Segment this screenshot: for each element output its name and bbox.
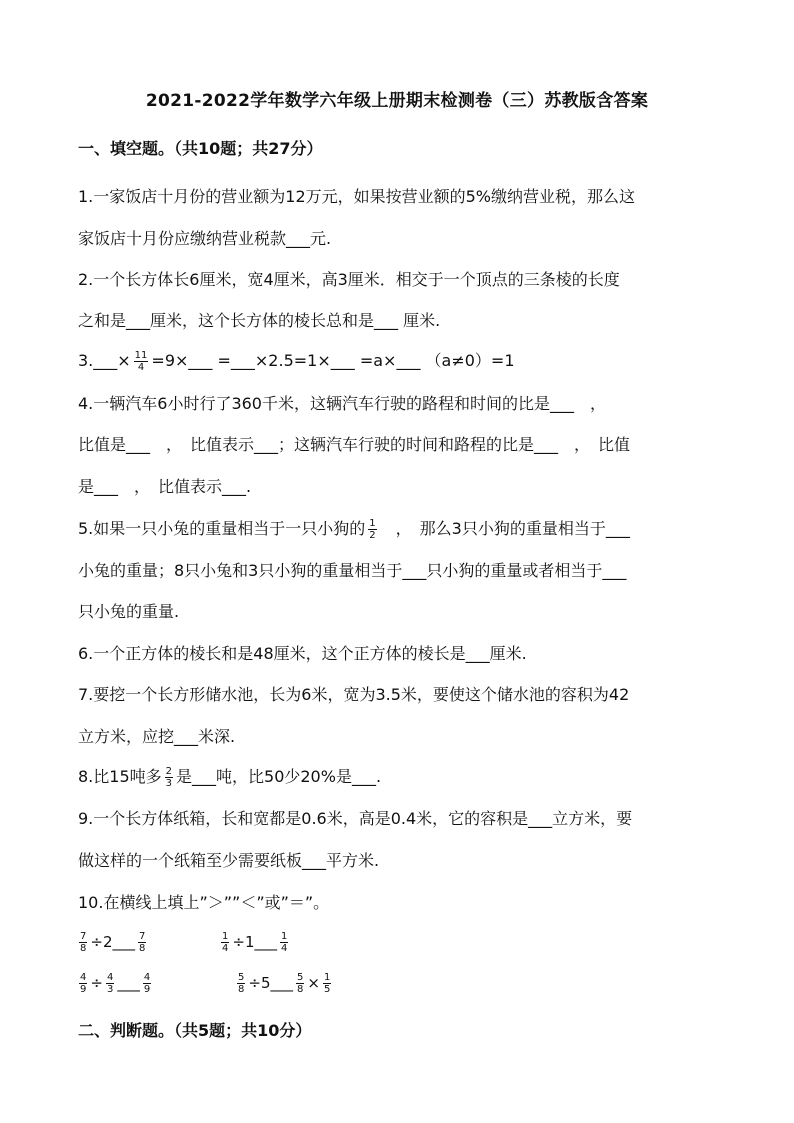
question-9-line-2: 做这样的一个纸箱至少需要纸板___平方米. xyxy=(78,851,380,870)
fraction: $\frac{5}{8}$ xyxy=(297,972,304,995)
question-5-line-1 xyxy=(78,518,722,541)
question-1-line-1: 1.一家饭店十月份的营业额为12万元，如果按营业额的5%缴纳营业税，那么这 xyxy=(78,187,636,206)
question-3-suffix: =9×___ =___×2.5=1×___ =a×___ （a≠0）=1 xyxy=(151,351,515,370)
section-heading-true-false: 二、判断题。（共5题；共10分） xyxy=(78,1021,312,1040)
question-5-suffix: ， 那么3只小狗的重量相当于___ xyxy=(379,519,630,538)
fraction: $\frac{5}{8}$ xyxy=(238,972,245,995)
fraction: $\frac{7}{8}$ xyxy=(139,931,146,954)
fraction: $\frac{7}{8}$ xyxy=(80,931,87,954)
question-3-prefix: 3.___× xyxy=(78,351,131,370)
question-8-suffix: 是___吨，比50少20%是___. xyxy=(176,767,382,786)
question-4-line-3: 是___ ， 比值表示___. xyxy=(78,477,252,496)
fraction: $\frac{2}{3}$ xyxy=(165,766,173,789)
question-8-prefix: 8.比15吨多 xyxy=(78,767,162,786)
question-5-line-2: 小兔的重量；8只小兔和3只小狗的重量相当于___只小狗的重量或者相当于___ xyxy=(78,561,627,580)
fraction: $\frac{4}{3}$ xyxy=(106,972,114,995)
question-2-line-2: 之和是___厘米，这个长方体的棱长总和是___ 厘米. xyxy=(78,311,441,330)
question-3 xyxy=(78,350,722,373)
comparison-b: $\frac{1}{4}$ ÷1___ $\frac{1}{4}$ xyxy=(222,931,288,954)
question-10-instruction: 10.在横线上填上”＞””＜”或”＝”。 xyxy=(78,893,330,912)
question-5-line-3: 只小兔的重量. xyxy=(78,602,180,621)
question-4-line-1: 4.一辆汽车6小时行了360千米，这辆汽车行驶的路程和时间的比是___ ， xyxy=(78,394,606,413)
fraction: $\frac{1}{4}$ xyxy=(222,931,229,954)
question-6: 6.一个正方体的棱长和是48厘米，这个正方体的棱长是___厘米. xyxy=(78,644,527,663)
fraction: $\frac{1}{5}$ xyxy=(323,972,331,995)
question-7-line-2: 立方米，应挖___米深. xyxy=(78,727,236,746)
question-5-prefix: 5.如果一只小兔的重量相当于一只小狗的 xyxy=(78,519,366,538)
question-8 xyxy=(78,766,722,789)
page-title: 2021-2022学年数学六年级上册期末检测卷（三）苏教版含答案 xyxy=(145,91,649,111)
comparison-d: $\frac{5}{8}$ ÷5___ $\frac{5}{8}$ × $\frac{1}{5}$ xyxy=(238,972,331,995)
section-heading-fill-blank: 一、填空题。（共10题；共27分） xyxy=(78,139,323,158)
fraction: $\frac{1}{2}$ xyxy=(369,518,376,541)
fraction: $\frac{4}{9}$ xyxy=(143,972,151,995)
question-1-line-2: 家饭店十月份应缴纳营业税款___元. xyxy=(78,229,332,248)
fraction: $\frac{1}{4}$ xyxy=(281,931,288,954)
question-4-line-2: 比值是___ ， 比值表示___；这辆汽车行驶的时间和路程的比是___ ， 比值 xyxy=(78,435,631,454)
question-2-line-1: 2.一个长方体长6厘米，宽4厘米，高3厘米．相交于一个顶点的三条棱的长度 xyxy=(78,270,620,289)
comparison-c: $\frac{4}{9}$ ÷ $\frac{4}{3}$ ___ $\frac{4}{9}$ xyxy=(80,972,151,995)
question-7-line-1: 7.要挖一个长方形储水池，长为6米，宽为3.5米，要使这个储水池的容积为42 xyxy=(78,685,630,704)
fraction: $\frac{11}{4}$ xyxy=(134,350,148,373)
comparison-a: $\frac{7}{8}$ ÷2___ $\frac{7}{8}$ xyxy=(80,931,146,954)
fraction: $\frac{4}{9}$ xyxy=(80,972,87,995)
question-9-line-1: 9.一个长方体纸箱，长和宽都是0.6米，高是0.4米，它的容积是___立方米，要 xyxy=(78,809,633,828)
